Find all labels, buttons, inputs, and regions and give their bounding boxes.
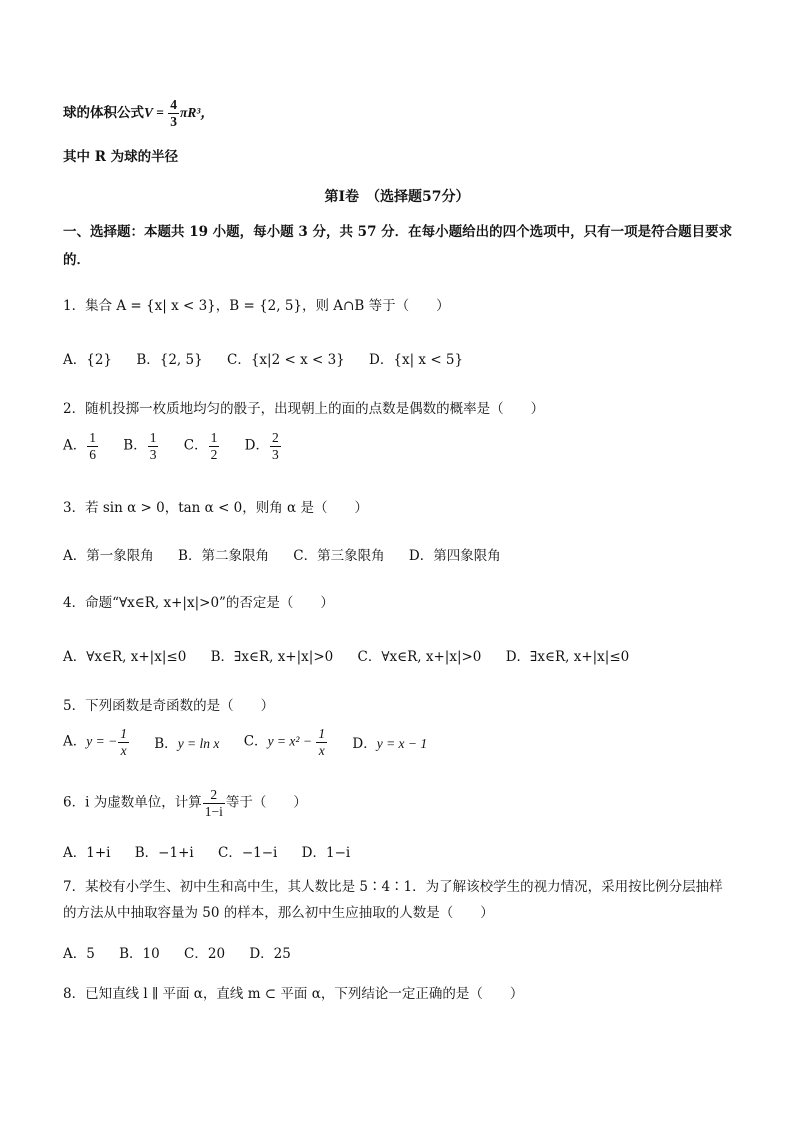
question-6-options — [63, 841, 370, 861]
formula-prefix: 球的体积公式 — [63, 105, 144, 121]
question-7-options — [63, 942, 311, 962]
question-3-options — [63, 544, 521, 564]
question-2-option-a[interactable]: A． $\frac{1}{6}$ — [63, 430, 96, 462]
part-header: 一、选择题：本题共 19 小题，每小题 3 分，共 57 分．在每小题给出的四个选项中，只有一项是符合题目要求的． — [63, 224, 733, 268]
question-7-option-d[interactable]: D．25 — [249, 946, 291, 962]
volume-formula — [63, 93, 214, 133]
question-3-option-d[interactable]: D．第四象限角 — [408, 548, 501, 564]
question-3-option-a[interactable]: A．第一象限角 — [63, 548, 154, 564]
question-4-option-d[interactable]: D．∃x∈R, x+|x|≤0 — [505, 649, 630, 665]
question-5-stem: 5．下列函数是奇函数的是（ ） — [63, 698, 275, 714]
section-title: 第Ⅰ卷 （选择题57分） — [324, 189, 470, 205]
question-4-options — [63, 645, 649, 665]
question-3-stem: 3．若 sin α > 0，tan α < 0，则角 α 是（ ） — [63, 500, 368, 516]
question-1-option-b[interactable]: B．{2, 5} — [136, 352, 203, 368]
question-1-options — [63, 348, 483, 368]
question-7-option-b[interactable]: B．10 — [119, 946, 160, 962]
question-3-option-b[interactable]: B．第二象限角 — [178, 548, 269, 564]
formula-fraction: $\frac{4}{3}$ — [170, 97, 177, 129]
formula-lhs: V = — [144, 105, 168, 120]
question-5-options — [63, 726, 447, 758]
question-1-stem: 1．集合 A = {x| x < 3}，B = {2, 5}，则 A∩B 等于（ ） — [63, 298, 450, 314]
question-4-option-b[interactable]: B．∃x∈R, x+|x|>0 — [210, 649, 334, 665]
question-4-option-a[interactable]: A．∀x∈R, x+|x|≤0 — [63, 649, 187, 665]
question-2-stem: 2．随机投掷一枚质地均匀的骰子，出现朝上的面的点数是偶数的概率是（ ） — [63, 401, 545, 417]
formula-note: 其中 R 为球的半径 — [63, 149, 179, 165]
question-2-option-d[interactable]: D． $\frac{2}{3}$ — [244, 430, 279, 462]
question-2-options — [63, 430, 302, 462]
question-4-stem: 4．命题“∀x∈R, x+|x|>0”的否定是（ ） — [63, 595, 334, 611]
question-2-option-b[interactable]: B． $\frac{1}{3}$ — [123, 430, 157, 462]
question-8-stem: 8．已知直线 l ∥ 平面 α，直线 m ⊂ 平面 α，下列结论一定正确的是（ ） — [63, 986, 524, 1002]
question-7-option-a[interactable]: A．5 — [63, 946, 95, 962]
question-6-option-d[interactable]: D．1−i — [301, 845, 351, 861]
question-6-stem: 6．i 为虚数单位，计算 $\frac{2}{1-i}$ 等于（ ） — [63, 787, 307, 819]
question-1-option-a[interactable]: A．{2} — [63, 352, 113, 368]
question-6-option-c[interactable]: C．−1−i — [218, 845, 278, 861]
question-4-option-c[interactable]: C．∀x∈R, x+|x|>0 — [357, 649, 482, 665]
question-5-option-c[interactable]: C．y = x² − $\frac{1}{x}$ — [243, 726, 326, 758]
question-1-option-c[interactable]: C．{x|2 < x < 3} — [227, 352, 345, 368]
question-5-option-d[interactable]: D．y = x − 1 — [352, 736, 428, 753]
question-3-option-c[interactable]: C．第三象限角 — [293, 548, 385, 564]
question-2-option-c[interactable]: C． $\frac{1}{2}$ — [183, 430, 218, 462]
formula-rhs: πR³， — [179, 105, 214, 120]
question-1-option-d[interactable]: D．{x| x < 5} — [369, 352, 464, 368]
question-6-option-b[interactable]: B．−1+i — [134, 845, 194, 861]
question-7-stem: 7．某校有小学生、初中生和高中生，其人数比是 5∶4∶1．为了解该校学生的视力情况，采用按比例分层抽样的方法从中抽取容量为 50 的样本，那么初中生应抽取的人数是（ ） — [63, 879, 723, 921]
question-6-option-a[interactable]: A．1+i — [63, 845, 111, 861]
question-7-option-c[interactable]: C．20 — [184, 946, 226, 962]
question-5-option-b[interactable]: B．y = ln x — [154, 736, 220, 753]
question-5-option-a[interactable]: A．y = − $\frac{1}{x}$ — [63, 726, 127, 758]
